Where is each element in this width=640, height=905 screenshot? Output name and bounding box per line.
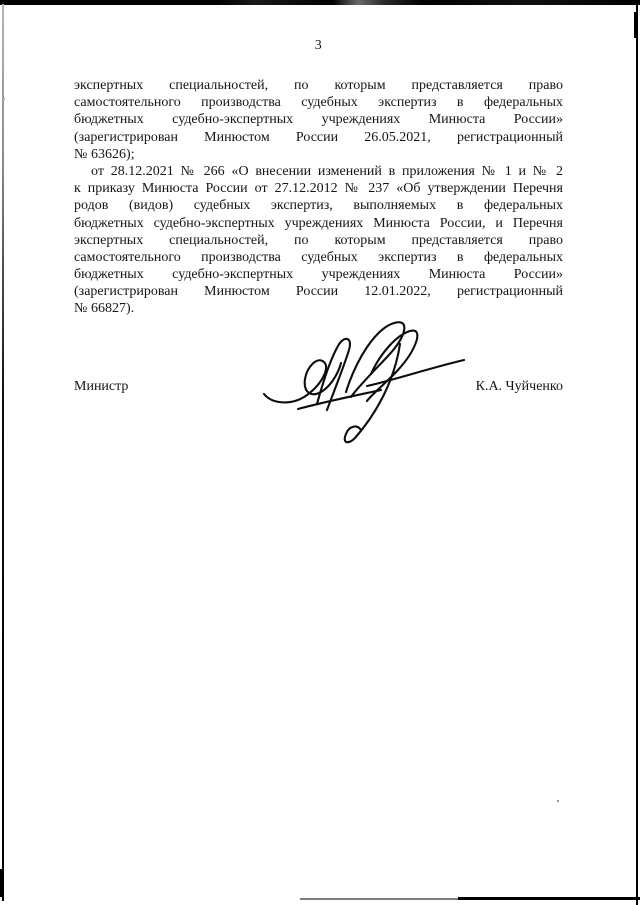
- minister-title: Министр: [74, 379, 129, 394]
- text-line: экспертных специальностей, по которым представляется право: [74, 78, 563, 93]
- scan-edge-left: [2, 4, 4, 901]
- text-line: бюджетных судебно-экспертных учреждениях Минюста России, и Перечня: [74, 215, 563, 231]
- paragraph-registration-63626: [74, 77, 563, 163]
- scan-speck: [3, 98, 5, 100]
- text-line: № 63626);: [74, 146, 135, 162]
- text-line: (зарегистрирован Минюстом России 26.05.2021, регистрационный: [74, 129, 563, 145]
- text-line: самостоятельного производства судебных экспертиз в федеральных: [74, 249, 563, 265]
- scan-edge-bottom-gray: [300, 898, 468, 900]
- text-line: родов (видов) судебных экспертиз, выполняемых в федеральных: [74, 198, 563, 214]
- text-line: экспертных специальностей, по которым представляется право: [74, 232, 563, 248]
- scan-edge-bottom-black: [458, 897, 640, 900]
- text-line: (зарегистрирован Минюстом России 12.01.2022, регистрационный: [74, 284, 563, 300]
- text-line: № 66827).: [74, 301, 135, 317]
- signer-name: К.А. Чуйченко: [475, 379, 563, 394]
- handwritten-signature: [260, 316, 468, 452]
- document-body: [74, 77, 563, 318]
- scan-edge-right: [636, 2, 638, 905]
- text-line: бюджетных судебно-экспертных учреждениях Минюста России»: [74, 267, 563, 283]
- scan-edge-top: [0, 0, 640, 5]
- scan-mark-top-right: [634, 12, 638, 38]
- scan-speck: [557, 800, 559, 802]
- text-line: к приказу Минюста России от 27.12.2012 № 237 «Об утверждении Перечня: [74, 181, 563, 197]
- text-line: от 28.12.2021 № 266 «О внесении изменений в приложения № 1 и № 2: [91, 163, 563, 179]
- page-number: 3: [314, 38, 323, 53]
- scan-mark-bottom-left: [0, 869, 3, 897]
- text-line: самостоятельного производства судебных экспертиз в федеральных: [74, 95, 563, 111]
- text-line: бюджетных судебно-экспертных учреждениях Минюста России»: [74, 112, 563, 128]
- paragraph-order-266: [74, 163, 563, 318]
